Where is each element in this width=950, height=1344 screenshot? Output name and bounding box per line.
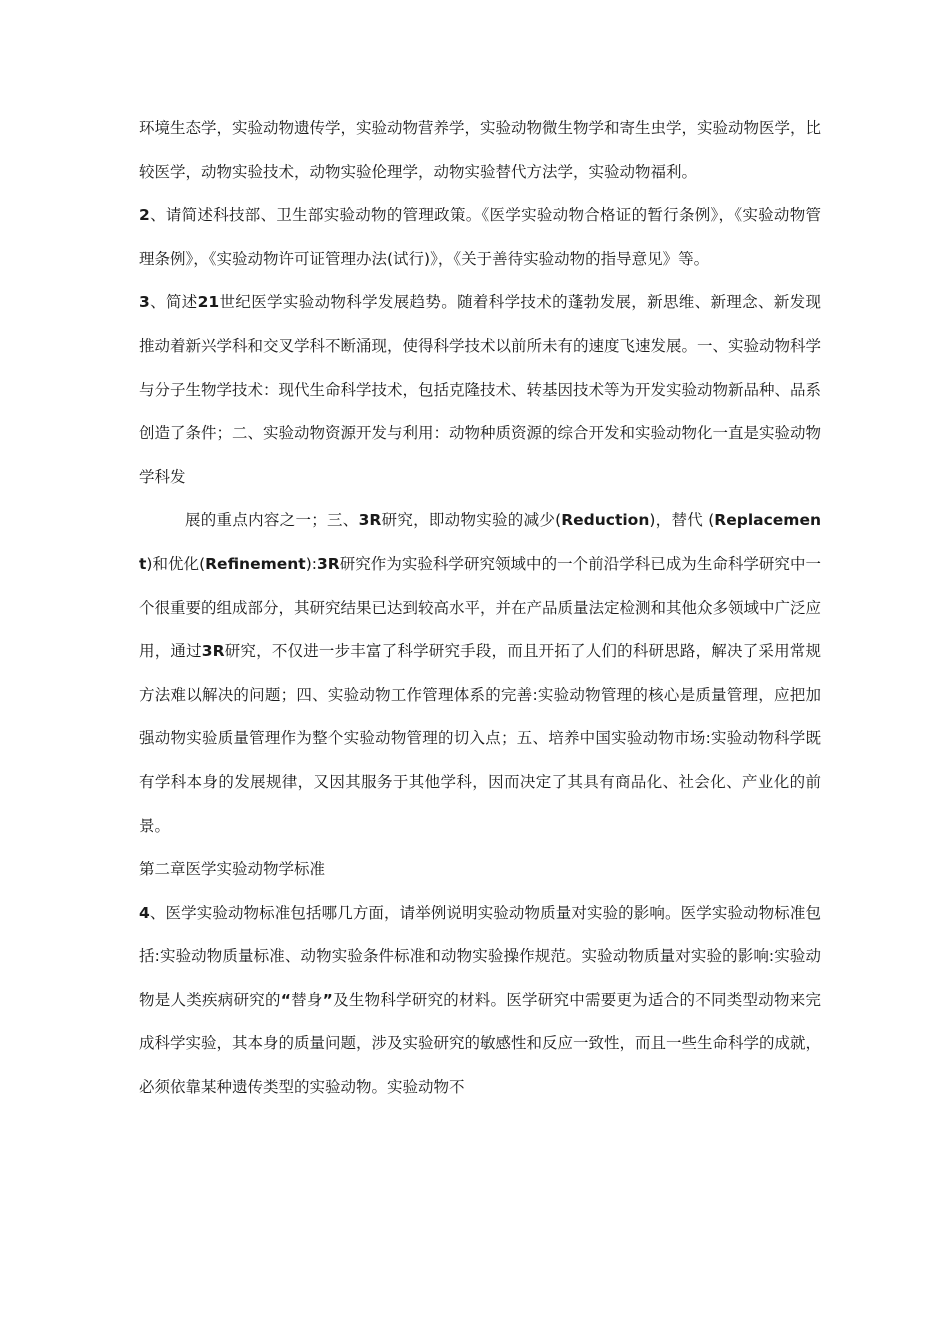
- century-number: 21: [197, 293, 220, 312]
- bold-term: 3R: [317, 554, 340, 573]
- paragraph-2: [139, 194, 821, 281]
- document-page: [139, 107, 821, 1110]
- text-run: 环境生态学，实验动物遗传学，实验动物营养学，实验动物微生物学和寄生虫学，实验动物医学，比较医学，动物实验技术，动物实验伦理学，动物实验替代方法学，实验动物福利。: [139, 119, 822, 181]
- paragraph-1: [139, 107, 821, 194]
- paragraph-4: [139, 499, 821, 848]
- text-run: )，替代 (: [649, 511, 715, 530]
- close-quote: ”: [322, 990, 333, 1009]
- question-number: 2: [139, 206, 150, 225]
- text-run: 及生物科学研究的材料。医学研究中需要更为适合的不同类型动物来完成科学实验，其本身的质量问题，涉及实验研究的敏感性和反应一致性，而且一些生命科学的成就，必须依靠某种遗传类型的实验动物。实验动物不: [139, 990, 822, 1097]
- text-run: 第二章医学实验动物学标准: [139, 860, 326, 879]
- text-run: 研究，即动物实验的减少(: [381, 511, 562, 530]
- text-run: 展的重点内容之一；三、: [185, 511, 359, 530]
- bold-term: Refinement: [205, 554, 306, 573]
- text-run: 替身: [290, 990, 323, 1009]
- text-run: 研究，不仅进一步丰富了科学研究手段，而且开拓了人们的科研思路，解决了采用常规方法难以解决的问题；四、实验动物工作管理体系的完善:实验动物管理的核心是质量管理，应把加强动物实验质量管理作为整个实验动物管理的切入点；五、培养中国实验动物市场:实验动物科学既有学科本身的发展规律，又因其服务于其他学科，因而决定了其具有商品化、社会化、产业化的前景。: [139, 642, 821, 835]
- text-run: 、简述: [149, 293, 198, 312]
- question-number: 3: [139, 293, 150, 312]
- text-run: )和优化(: [146, 554, 206, 573]
- text-run: ):: [305, 554, 317, 573]
- text-run: 世纪医学实验动物科学发展趋势。随着科学技术的蓬勃发展，新思维、新理念、新发现推动着新兴学科和交叉学科不断涌现，使得科学技术以前所未有的速度飞速发展。一、实验动物科学与分子生物学技术：现代生命科学技术，包括克隆技术、转基因技术等为开发实验动物新品种、品系创造了条件；二、实验动物资源开发与利用：动物种质资源的综合开发和实验动物化一直是实验动物学科发: [139, 293, 822, 486]
- question-number: 4: [139, 903, 150, 922]
- paragraph-6: [139, 892, 821, 1110]
- bold-term: Reduction: [561, 511, 650, 530]
- chapter-heading: [139, 848, 821, 892]
- text-run: 、请简述科技部、卫生部实验动物的管理政策。《医学实验动物合格证的暂行条例》，《实验动物管理条例》，《实验动物许可证管理办法(试行)》，《关于善待实验动物的指导意见》等。: [139, 206, 821, 268]
- paragraph-3: [139, 281, 821, 499]
- bold-term: Replacement: [139, 511, 821, 573]
- bold-term: 3R: [358, 511, 382, 530]
- text-run: 研究作为实验科学研究领域中的一个前沿学科已成为生命科学研究中一个很重要的组成部分，其研究结果已达到较高水平，并在产品质量法定检测和其他众多领域中广泛应用，通过: [139, 554, 822, 661]
- text-run: 、医学实验动物标准包括哪几方面，请举例说明实验动物质量对实验的影响。医学实验动物标准包括:实验动物质量标准、动物实验条件标准和动物实验操作规范。实验动物质量对实验的影响:实验动物是人类疾病研究的: [139, 903, 821, 1009]
- bold-term: 3R: [201, 642, 225, 661]
- open-quote: “: [280, 990, 291, 1009]
